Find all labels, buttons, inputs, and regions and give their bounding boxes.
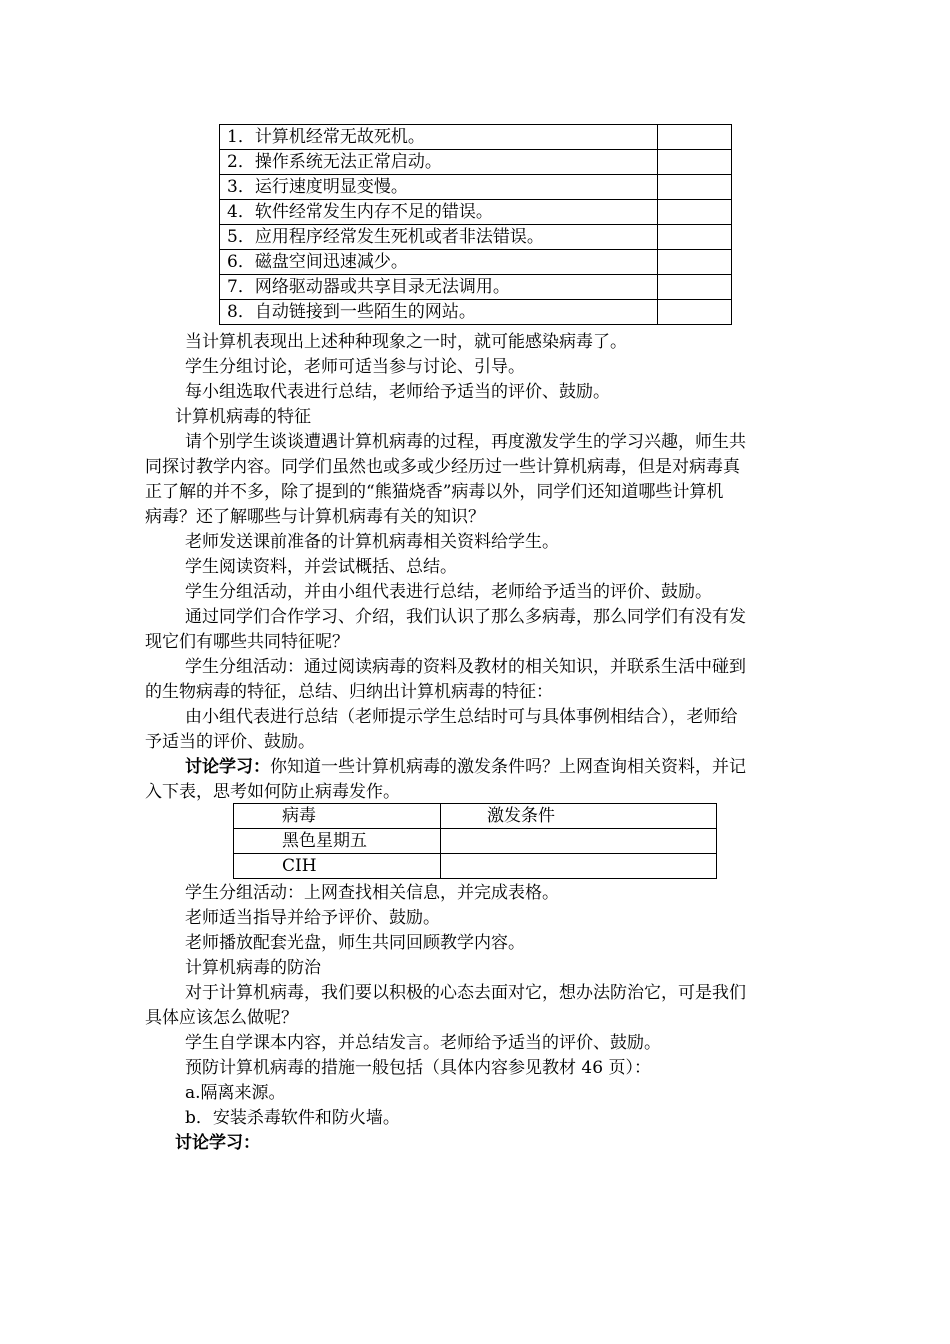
symptom-cell: 8．自动链接到一些陌生的网站。 [220,300,658,325]
text-line: 学生分组讨论，老师可适当参与讨论、引导。 [185,357,525,377]
virus-name-cell: CIH [234,854,441,879]
trigger-condition-table [233,803,717,879]
text-line: 的生物病毒的特征，总结、归纳出计算机病毒的特征： [145,682,553,702]
table-row [220,200,732,225]
table-row [220,150,732,175]
section-heading: 计算机病毒的特征 [175,407,311,427]
virus-name-cell: 黑色星期五 [234,829,441,854]
text-line: 通过同学们合作学习、介绍，我们认识了那么多病毒，那么同学们有没有发 [185,607,746,627]
symptom-cell: 1．计算机经常无故死机。 [220,125,658,150]
text-line: 病毒？还了解哪些与计算机病毒有关的知识？ [145,507,485,527]
text-line: 对于计算机病毒，我们要以积极的心态去面对它，想办法防治它，可是我们 [185,983,746,1003]
text-line: 入下表，思考如何防止病毒发作。 [145,782,400,802]
symptom-cell: 6．磁盘空间迅速减少。 [220,250,658,275]
symptom-cell: 3．运行速度明显变慢。 [220,175,658,200]
symptoms-table [219,124,732,325]
text-line [185,755,746,780]
check-cell [658,175,732,200]
text-line: 学生分组活动：通过阅读病毒的资料及教材的相关知识，并联系生活中碰到 [185,657,746,677]
table-row [220,175,732,200]
text-line: 学生自学课本内容，并总结发言。老师给予适当的评价、鼓励。 [185,1033,661,1053]
discussion-text: 你知道一些计算机病毒的激发条件吗？上网查询相关资料，并记 [270,757,746,777]
symptom-cell: 7．网络驱动器或共享目录无法调用。 [220,275,658,300]
text-line: 学生分组活动，并由小组代表进行总结，老师给予适当的评价、鼓励。 [185,582,712,602]
discussion-label: 讨论学习： [175,1133,260,1153]
check-cell [658,250,732,275]
trigger-condition-cell: 激发条件 [441,804,717,829]
symptom-cell: 4．软件经常发生内存不足的错误。 [220,200,658,225]
check-cell [658,225,732,250]
text-line: 具体应该怎么做呢？ [145,1008,298,1028]
text-line: 正了解的并不多，除了提到的“熊猫烧香”病毒以外，同学们还知道哪些计算机 [145,482,724,502]
text-line: 每小组选取代表进行总结，老师给予适当的评价、鼓励。 [185,382,610,402]
virus-name-cell: 病毒 [234,804,441,829]
symptom-cell: 2．操作系统无法正常启动。 [220,150,658,175]
discussion-label: 讨论学习： [185,757,270,777]
list-item: a.隔离来源。 [185,1083,286,1103]
table-row [220,250,732,275]
table-row [234,854,717,879]
table-row [220,300,732,325]
text-line: 老师播放配套光盘，师生共同回顾教学内容。 [185,933,525,953]
symptom-cell: 5．应用程序经常发生死机或者非法错误。 [220,225,658,250]
trigger-condition-cell [441,829,717,854]
table-row [234,829,717,854]
check-cell [658,300,732,325]
text-line: 现它们有哪些共同特征呢？ [145,632,349,652]
check-cell [658,275,732,300]
table-row [220,125,732,150]
check-cell [658,200,732,225]
list-item: b．安装杀毒软件和防火墙。 [185,1108,400,1128]
table-header-row [234,804,717,829]
check-cell [658,125,732,150]
section-heading: 计算机病毒的防治 [185,958,321,978]
text-line: 老师发送课前准备的计算机病毒相关资料给学生。 [185,532,559,552]
text-line: 学生阅读资料，并尝试概括、总结。 [185,557,457,577]
text-line: 予适当的评价、鼓励。 [145,732,315,752]
check-cell [658,150,732,175]
text-line: 预防计算机病毒的措施一般包括（具体内容参见教材 46 页）： [185,1058,651,1078]
text-line: 由小组代表进行总结（老师提示学生总结时可与具体事例相结合），老师给 [185,707,738,727]
trigger-condition-cell [441,854,717,879]
text-line: 当计算机表现出上述种种现象之一时，就可能感染病毒了。 [185,332,627,352]
text-line: 同探讨教学内容。同学们虽然也或多或少经历过一些计算机病毒，但是对病毒真 [145,457,740,477]
text-line: 老师适当指导并给予评价、鼓励。 [185,908,440,928]
text-line: 学生分组活动：上网查找相关信息，并完成表格。 [185,883,559,903]
table-row [220,275,732,300]
table-row [220,225,732,250]
text-line: 请个别学生谈谈遭遇计算机病毒的过程，再度激发学生的学习兴趣，师生共 [185,432,746,452]
